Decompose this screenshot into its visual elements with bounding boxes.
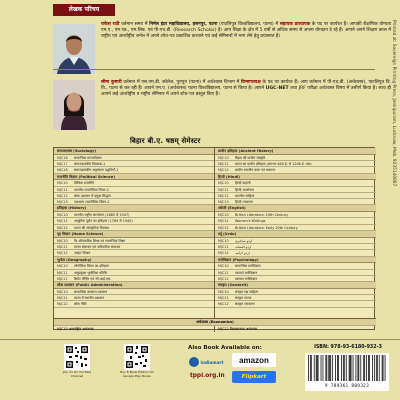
section-heading: भूगोल (Geography) — [54, 257, 214, 264]
barcode-bar — [356, 355, 357, 381]
section-heading: समाजशास्त्र (Sociology) — [54, 148, 214, 155]
course-subject: लोक नीति — [74, 302, 87, 307]
economics-heading: अर्थशास्त्र (Economics) — [54, 318, 376, 325]
course-subject: British Literature: Early 20th Century — [235, 225, 298, 230]
available-on-label: Also Book Available on: — [188, 345, 262, 351]
course-code: MJC12 — [218, 251, 229, 256]
course-code: MJC11 — [57, 219, 68, 224]
ebook-qr-caption: Buy E-Book Edition On Google Play Books — [120, 370, 154, 378]
barcode-digits: 9 789361 809323 — [305, 383, 389, 391]
course-code: MJC10 — [57, 264, 68, 269]
course-subject: स्वास्थ्य मनोविज्ञान — [235, 276, 258, 281]
course-subject: मानव संसाधन एवं पारिवारिक संसाधन — [74, 245, 121, 250]
section-heading: प्राचीन इतिहास (Ancient History) — [215, 148, 376, 155]
amazon-label: amazon — [239, 355, 269, 365]
course-subject: संस्कृत गद्य साहित्य — [235, 289, 259, 294]
course-code: MJC17 — [57, 161, 68, 166]
course-code: MJC13 — [57, 200, 68, 205]
barcode-bar — [383, 355, 384, 381]
qr-code-icon[interactable] — [64, 344, 90, 370]
table-row — [54, 301, 214, 307]
barcode-bar — [311, 355, 312, 381]
course-subject: भारतीय राष्ट्रीय आन्दोलन (1885 से 1947) — [74, 213, 130, 218]
barcode-bar — [314, 355, 315, 381]
economics-subject-right: विकासात्मक अर्थशास्त्र — [229, 326, 257, 331]
section-heading: हिन्दी (Hindi) — [215, 174, 376, 181]
youtube-qr-caption: Join Us On YouTube Channel — [62, 370, 92, 378]
course-code: MJC12 — [57, 251, 68, 256]
course-subject: सामाजिक मानवविज्ञान — [74, 155, 102, 160]
course-code: MJC11 — [218, 296, 229, 301]
course-subject: हिन्दी आलोचना — [235, 187, 255, 192]
barcode-bar — [326, 355, 327, 381]
author-bio-1-part-a: वर्तमान समय में — [119, 22, 150, 27]
barcode-bar — [360, 355, 361, 381]
author-divider — [53, 69, 375, 70]
barcode-bar — [317, 355, 318, 381]
barcode-bar — [325, 355, 326, 381]
indiamart-label: indiamart — [200, 359, 224, 365]
course-subject: हिन्दी व्याकरण — [235, 200, 253, 205]
barcode-bar — [351, 355, 352, 381]
barcode-bar — [374, 355, 375, 381]
syllabus-table — [53, 147, 375, 330]
course-code: MJC10 — [218, 289, 229, 294]
author-bio-1-part-b: (पाटलिपुत्र विश्वविद्यालय, पटना) में — [217, 22, 280, 27]
economics-code-right: MJC12 — [218, 326, 229, 331]
course-code: MJC11 — [218, 161, 229, 166]
economics-cell-left — [54, 326, 215, 332]
section-heading: राजनीति विज्ञान (Political Science) — [54, 174, 214, 181]
course-code: MJC10 — [218, 181, 229, 186]
course-subject: संस्कृत नाटक — [235, 296, 252, 301]
course-code: MJC10 — [57, 289, 68, 294]
author-bio-2-part-b: के पद पर कार्यरत हैं। आप वर्तमान में पी-एच.डी. (अर्थशास्त्र), पाटलिपुत्र वि. वि., पटना से कर रही हैं। आपने एम.ए. (अर्थशास्त्र) पटना विश्वविद्यालय, पटना से किया है। आपने — [101, 80, 391, 92]
author-exam-2: UGC-NET — [265, 86, 289, 92]
course-subject: भारतीय साहित्य — [235, 193, 255, 198]
course-code: MJC13 — [218, 200, 229, 205]
author-bio-2 — [101, 80, 391, 98]
course-subject: अनुप्रयुक्त भूगोलिक प्रविधि — [74, 270, 107, 275]
course-subject: समाजशास्त्रीय अनुसंधान पद्धतियाँ-1 — [74, 168, 119, 173]
course-code: MJC11 — [57, 187, 68, 192]
barcode-bar — [330, 355, 331, 381]
author-bio-1-part-c: के पद पर कार्यरत हैं। आपकी शैक्षणिक योग्यता एम.ए., एम.एड., एम.लिब. एवं पी-एच.डी. (Research Scholar) है। आप शिक्षा के क्षेत्र में 5 वर्षों से अधिक समय से अपना योगदान दे रहे हैं। आपने अपने शिक्षण काल में राष्ट्रीय एवं अंतर्राष्ट्रीय जर्नल में अपने शोध-पत्र प्रकाशित करवाने एवं कई सेमिनारों में भाग लेने हेतु प्रयासरत हैं। — [101, 22, 391, 40]
qr-code-icon[interactable] — [124, 344, 150, 370]
economics-cell-right — [215, 326, 376, 332]
course-code: MJC10 — [218, 264, 229, 269]
course-subject: रिमोट सेंसिंग एवं जी.आई.एस. — [74, 276, 112, 281]
barcode-bar — [377, 355, 378, 381]
barcode-bar — [358, 355, 359, 381]
course-subject: اردو افسانہ — [235, 245, 252, 250]
course-subject: वैश्विक राजनीति — [74, 181, 95, 186]
barcode-bar — [329, 355, 330, 381]
barcode-bar — [363, 355, 364, 381]
section-heading: उर्दू (Urdu) — [215, 231, 376, 238]
course-subject: संस्कृत व्याकरण — [235, 302, 255, 307]
barcode-bar — [353, 355, 354, 381]
course-subject: सामाजिक मनोविज्ञान — [235, 264, 261, 269]
course-subject: British Literature: 19th Century — [235, 213, 289, 218]
syllabus-left-column — [54, 148, 215, 329]
course-code: MJC12 — [57, 302, 68, 307]
printer-imprint: Printed at: Sovereign Printing Press, Jankipuram, Lucknow, Mob. 9235140867 — [391, 20, 396, 187]
course-code: MJC12 — [57, 193, 68, 198]
course-code: MJC18 — [57, 168, 68, 173]
barcode-bar — [337, 355, 338, 381]
barcode-bar — [341, 355, 342, 381]
course-subject: भारत का प्राचीन इतिहास (लगभग 650 ई. से 1206 ई. तक) — [235, 161, 312, 166]
course-subject: भारतीय राजनीतिक चिंतन-2 — [74, 187, 109, 192]
course-code: MJC11 — [218, 245, 229, 250]
author-bio-2-part-a: वर्तमान में एस.एम.डी. कॉलेज, पुनपुन (पटना) में अर्थशास्त्र विभाग में — [121, 80, 242, 85]
youtube-qr-block[interactable] — [60, 344, 94, 378]
course-code: MJC12 — [57, 276, 68, 281]
course-subject: भारत में स्थानीय प्रशासन — [74, 296, 105, 301]
barcode-bar — [343, 355, 344, 381]
course-code: MJC11 — [57, 245, 68, 250]
barcode-bar — [338, 355, 339, 381]
barcode-bar — [379, 355, 380, 381]
indiamart-logo[interactable] — [188, 354, 224, 370]
man-portrait-icon — [53, 24, 95, 74]
section-heading: लोक प्रशासन (Public Administration) — [54, 282, 214, 289]
course-subject: परामर्श मनोविज्ञान — [235, 270, 258, 275]
barcode-bar — [346, 355, 347, 381]
course-code: MJC10 — [57, 181, 68, 186]
section-heading: मनोविज्ञान (Psychology) — [215, 257, 376, 264]
barcode-bar — [316, 355, 317, 381]
author-name-2: सीमा कुमारी — [101, 80, 122, 85]
course-code: MJC10 — [218, 155, 229, 160]
woman-portrait-icon — [53, 80, 95, 130]
course-subject: اردو شاعری — [235, 238, 253, 243]
barcode-bar — [308, 355, 309, 381]
section-heading: इतिहास (History) — [54, 205, 214, 212]
barcode-bar — [368, 355, 369, 381]
course-code: MJC12 — [218, 193, 229, 198]
course-code: MJC12 — [57, 225, 68, 230]
barcode-icon — [305, 353, 389, 383]
course-subject: आधुनिक यूरोप का इतिहास (1789 से 1945) — [74, 219, 133, 224]
barcode-bar — [372, 355, 373, 381]
course-code: MJC12 — [218, 225, 229, 230]
course-code: MJC10 — [57, 213, 68, 218]
course-code: MJC12 — [218, 302, 229, 307]
author-photo-2 — [53, 80, 95, 130]
table-row — [215, 301, 376, 307]
author-bio-1 — [101, 22, 391, 40]
author-bio-2-part-c: तथा JRF परीक्षा अर्थशास्त्र विषय में उत्तीर्ण किया है। साथ ही आपने कई अंतर्राष्ट्रीय व राष्ट्रीय सेमिनार में अपने शोध-पत्र प्रस्तुत किए हैं। — [101, 86, 391, 98]
course-subject: भारत की सांस्कृतिक विरासत — [74, 225, 110, 230]
barcode-bar — [350, 355, 351, 381]
barcode-bar — [321, 355, 322, 381]
course-code: MJC12 — [218, 276, 229, 281]
bottom-strip — [0, 339, 400, 400]
barcode-bar — [366, 355, 367, 381]
author-designation-1: सहायक प्राध्यापक — [279, 22, 311, 27]
barcode-bars — [305, 353, 389, 383]
course-subject: اردو ڈرامہ — [235, 251, 250, 256]
course-subject: गैर-औपचारिक शिक्षा एवं सामाजिक शिक्षा — [74, 238, 125, 243]
course-code: MJC11 — [218, 219, 229, 224]
course-code: MJC10 — [218, 213, 229, 218]
economics-code-left: MJC10 — [57, 326, 68, 331]
barcode-bar — [385, 355, 386, 381]
ebook-qr-block[interactable] — [120, 344, 154, 378]
authors-section-title: लेखक परिचय — [53, 4, 115, 16]
course-subject: आहार विज्ञान — [74, 251, 91, 256]
course-subject: प्राचीन भारतीय कला एवं स्थापत्य — [235, 168, 276, 173]
course-subject: बिहार की प्राचीन संस्कृति — [235, 155, 266, 160]
barcode-bar — [332, 355, 333, 381]
course-subject: Women's Writings — [235, 219, 266, 224]
course-subject: पाश्चात्य राजनीतिक चिंतन-2 — [74, 200, 110, 205]
barcode-bar — [369, 355, 370, 381]
section-heading: गृह विज्ञान (Home Science) — [54, 231, 214, 238]
author-name-1: राकेश राठी — [101, 22, 120, 27]
economics-subject-left: अन्तर्राष्ट्रीय अर्थशास्त्र — [68, 326, 94, 331]
barcode-bar — [323, 355, 324, 381]
barcode-bar — [344, 355, 345, 381]
section-heading: संस्कृत (Sanskrit) — [215, 282, 376, 289]
author-college-1: निर्मल इंटर महाविद्यालय, हसनपुर, पटना — [149, 22, 218, 27]
barcode-bar — [335, 355, 336, 381]
author-designation-2: विभागाध्यक्ष — [241, 80, 261, 85]
syllabus-title: बिहार बी.ए. षष्ठम् सेमेस्टर — [130, 137, 201, 145]
course-code: MJC11 — [57, 296, 68, 301]
course-code: MJC12 — [218, 168, 229, 173]
course-code: MJC16 — [57, 155, 68, 160]
course-code: MJC11 — [57, 270, 68, 275]
flipkart-logo[interactable] — [232, 371, 276, 383]
barcode-bar — [364, 355, 365, 381]
course-code: MJC10 — [218, 238, 229, 243]
course-subject: समाजशास्त्रीय विचारक-1 — [74, 161, 106, 166]
isbn-label: ISBN: 978-93-6180-932-3 — [314, 345, 382, 350]
course-subject: भौगोलिक चिंतन का इतिहास — [74, 264, 109, 269]
barcode-bar — [382, 355, 383, 381]
barcode-bar — [310, 355, 311, 381]
section-heading: अंग्रेजी (English) — [215, 205, 376, 212]
syllabus-right-column — [215, 148, 376, 329]
publisher-website[interactable]: tppl.org.in — [190, 373, 225, 379]
author-photo-1 — [53, 24, 95, 74]
course-subject: लोक प्रशासन में प्रमुख सिद्धांत — [74, 193, 111, 198]
amazon-logo[interactable] — [232, 353, 276, 367]
course-code: MJC11 — [218, 187, 229, 192]
barcode-bar — [349, 355, 350, 381]
barcode-bar — [328, 355, 329, 381]
flipkart-label: Flipkart — [241, 374, 267, 380]
economics-row — [54, 325, 376, 331]
course-code: MJC11 — [218, 270, 229, 275]
barcode-bar — [357, 355, 358, 381]
course-subject: सामाजिक कल्याण प्रशासन — [74, 289, 107, 294]
course-code: MJC10 — [57, 238, 68, 243]
barcode-bar — [318, 355, 319, 381]
indiamart-icon — [189, 357, 199, 367]
barcode-bar — [376, 355, 377, 381]
course-subject: हिन्दी कहानी — [235, 181, 251, 186]
